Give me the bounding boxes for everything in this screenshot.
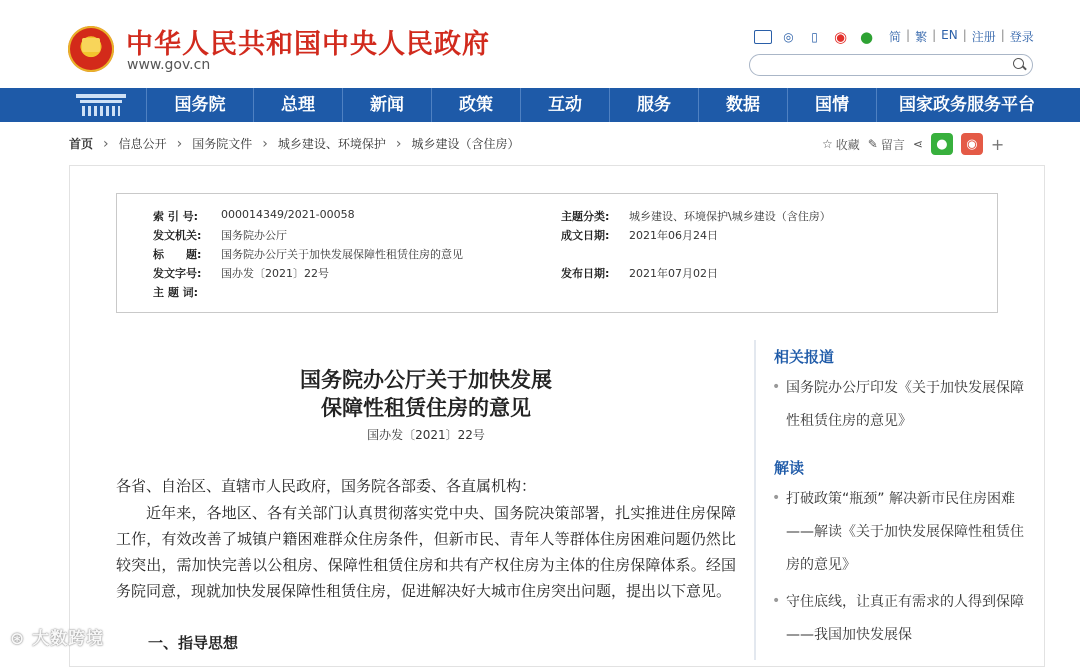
more-share-button[interactable]: +	[990, 134, 1005, 154]
nav-interaction[interactable]: 互动	[521, 88, 610, 122]
article-title	[116, 366, 736, 422]
sidebar-divider	[754, 340, 756, 660]
article-doc-number: 国办发〔2021〕22号	[367, 428, 485, 442]
weibo-share-icon[interactable]: ◉	[961, 133, 983, 155]
nav-state-council[interactable]: 国务院	[147, 88, 254, 122]
breadcrumb-home[interactable]: 首页	[69, 137, 94, 151]
wechat-icon[interactable]: ●	[859, 27, 874, 46]
interpretation-heading: 解读	[774, 459, 805, 477]
nav-gov-service-platform[interactable]: 国家政务服务平台	[899, 95, 1035, 115]
breadcrumb-info-public[interactable]: 信息公开	[118, 137, 167, 151]
category-value: 城乡建设、环境保护\城乡建设（含住房）	[629, 210, 831, 223]
weibo-icon[interactable]: ◉	[833, 27, 848, 46]
nav-national-info[interactable]: 国情	[788, 88, 877, 122]
title-label: 标 题:	[153, 248, 202, 261]
simplified-link[interactable]: 简	[889, 30, 902, 44]
site-header	[0, 0, 1080, 88]
nav-premier[interactable]: 总理	[254, 88, 343, 122]
related-reports-heading: 相关报道	[774, 348, 835, 366]
share-button[interactable]	[913, 137, 923, 151]
breadcrumb-state-docs[interactable]: 国务院文件	[192, 137, 253, 151]
mobile-icon[interactable]: ▯	[811, 29, 818, 44]
interpretation-link-2[interactable]: • 守住底线，让真正有需求的人得到保障——我国加快发展保	[772, 586, 1026, 652]
doc-number-value: 国办发〔2021〕22号	[221, 267, 329, 280]
top-icons	[754, 28, 1034, 45]
article-body-paragraph: 近年来，各地区、各有关部门认真贯彻落实党中央、国务院决策部署，扎实推进住房保障工作，有效改善了城镇户籍困难群众住房条件，但新市民、青年人等群体住房困难问题仍然比较突出，需加快完善以公租房、保障性租赁住房和共有产权住房为主体的住房保障体系。经国务院同意，现就加快发展保障性租赁住房，促进解决好大城市住房突出问题，提出以下意见。	[116, 504, 736, 600]
nav-data[interactable]: 数据	[699, 88, 788, 122]
language-links: 简 | 繁 | EN | 注册 | 登录	[889, 28, 1034, 44]
share-icon: ⋖	[912, 137, 923, 151]
title-value: 国务院办公厅关于加快发展保障性租赁住房的意见	[221, 248, 463, 261]
article-title-line2: 保障性租赁住房的意见	[321, 395, 531, 420]
chevron-right-icon: ›	[395, 135, 402, 152]
national-emblem-icon[interactable]	[68, 26, 114, 72]
category-label: 主题分类:	[561, 210, 610, 223]
issuer-value: 国务院办公厅	[221, 229, 287, 242]
watermark-text: 大数跨境	[32, 629, 105, 649]
favorite-label: 收藏	[835, 137, 860, 152]
star-icon: ☆	[822, 137, 833, 151]
issuer-label: 发文机关:	[153, 229, 202, 242]
chevron-right-icon: ›	[103, 135, 109, 152]
breadcrumb-urban-housing[interactable]: 城乡建设（含住房）	[411, 137, 520, 151]
register-link[interactable]: 注册	[971, 30, 996, 44]
watermark: ⊛ 大数跨境	[10, 629, 105, 649]
index-value: 000014349/2021-00058	[221, 208, 355, 221]
section-heading: 一、指导思想	[148, 634, 239, 652]
article-title-line1: 国务院办公厅关于加快发展	[300, 367, 552, 392]
document-info-table	[116, 193, 998, 313]
nav-service[interactable]: 服务	[610, 88, 699, 122]
page-tools	[822, 133, 1004, 155]
breadcrumb	[69, 135, 520, 152]
message-icon[interactable]: ◎	[783, 29, 794, 44]
created-date-value: 2021年06月24日	[629, 229, 718, 242]
login-link[interactable]: 登录	[1009, 30, 1034, 44]
main-nav	[0, 88, 1080, 122]
related-report-link[interactable]: • 国务院办公厅印发《关于加快发展保障性租赁住房的意见》	[772, 372, 1026, 438]
chevron-right-icon: ›	[176, 135, 183, 152]
created-date-label: 成文日期:	[561, 229, 610, 242]
building-logo-icon[interactable]	[0, 88, 147, 122]
english-link[interactable]: EN	[941, 28, 958, 42]
chevron-right-icon: ›	[262, 135, 268, 152]
traditional-link[interactable]: 繁	[915, 30, 928, 44]
search-input[interactable]	[749, 54, 1033, 76]
interpretation-link-1[interactable]: • 打破政策“瓶颈” 解决新市民住房困难——解读《关于加快发展保障性租赁住房的意见》	[772, 483, 1026, 582]
comment-label: 留言	[880, 137, 905, 152]
breadcrumb-urban-env[interactable]: 城乡建设、环境保护	[277, 137, 386, 151]
keywords-label: 主 题 词:	[153, 286, 199, 299]
mail-icon[interactable]	[754, 30, 772, 44]
site-title[interactable]: 中华人民共和国中央人民政府	[126, 29, 490, 60]
comment-button[interactable]	[868, 136, 905, 153]
published-date-label: 发布日期:	[561, 267, 610, 280]
search-icon[interactable]	[1013, 58, 1024, 69]
nav-policy[interactable]: 政策	[432, 88, 521, 122]
favorite-button[interactable]	[822, 136, 860, 153]
published-date-value: 2021年07月02日	[629, 267, 718, 280]
article-salutation: 各省、自治区、直辖市人民政府，国务院各部委、各直属机构：	[116, 477, 537, 495]
wechat-share-icon[interactable]: ●	[931, 133, 953, 155]
site-url[interactable]: www.gov.cn	[127, 57, 211, 73]
nav-news[interactable]: 新闻	[343, 88, 432, 122]
pen-icon: ✎	[867, 137, 878, 151]
index-label: 索 引 号:	[153, 210, 199, 223]
doc-number-label: 发文字号:	[153, 267, 202, 280]
